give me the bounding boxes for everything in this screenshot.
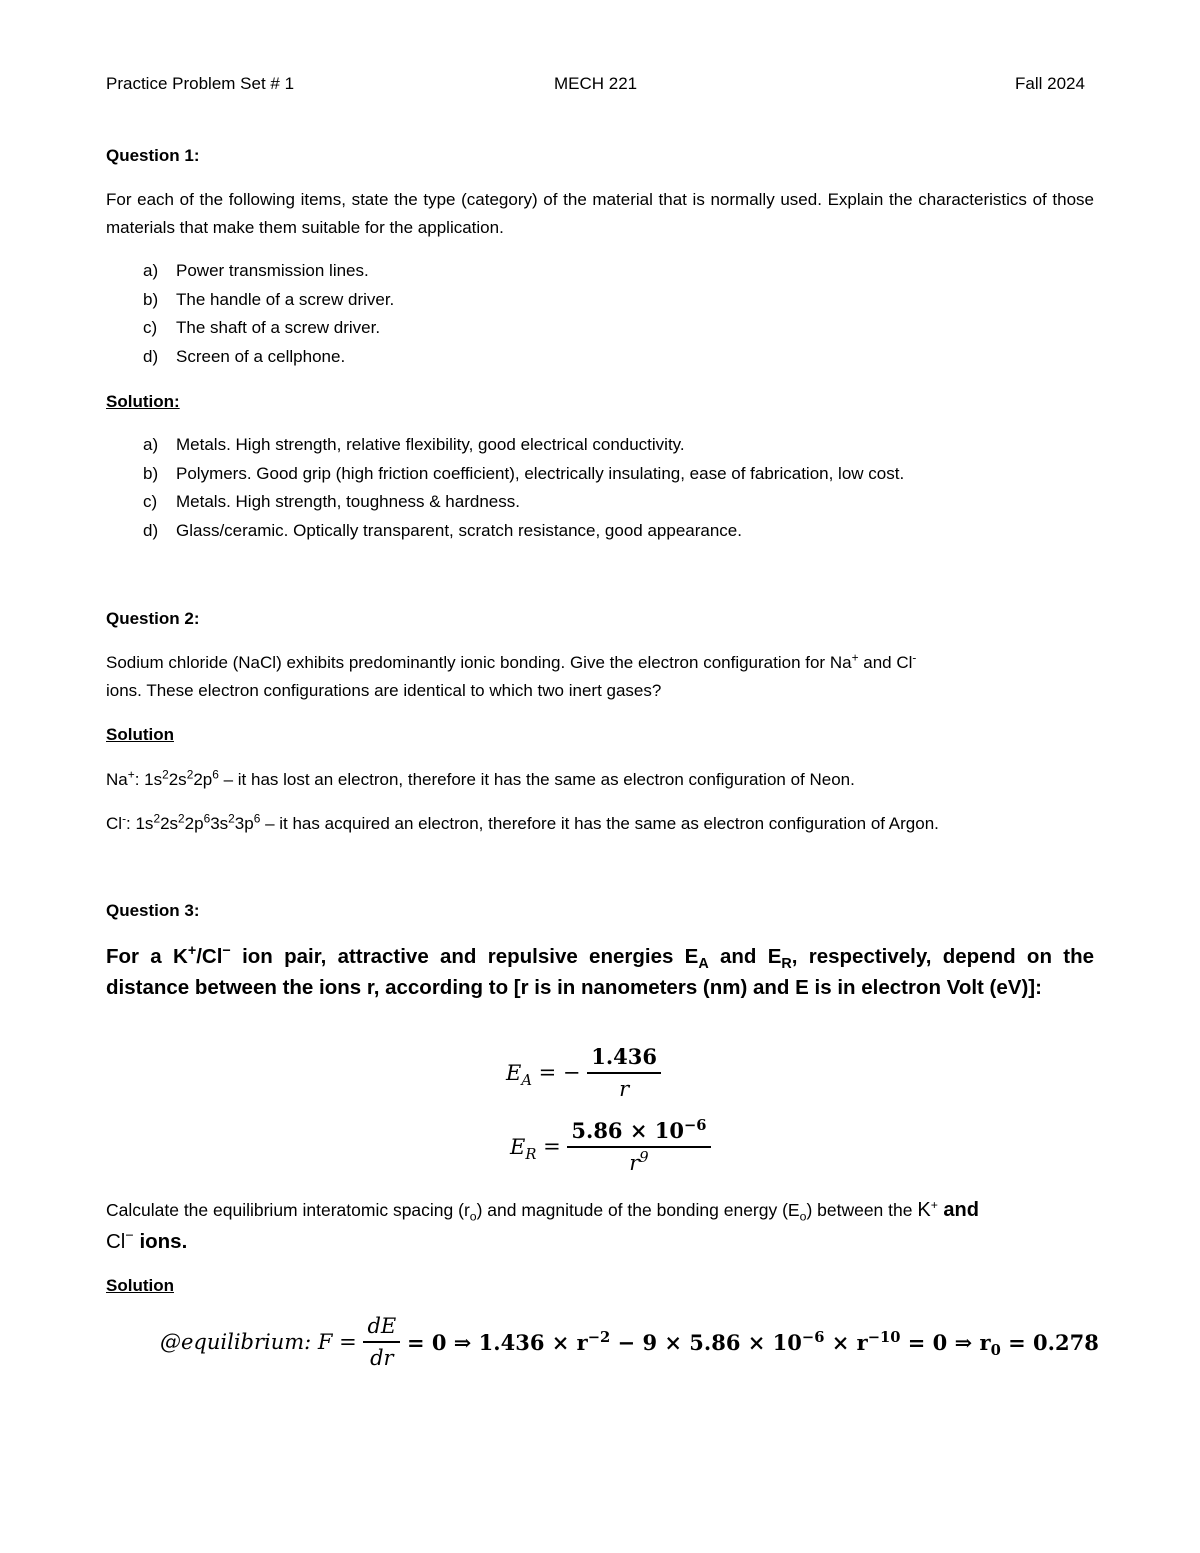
item-text: The handle of a screw driver. [176,289,395,309]
er-den-exponent: 9 [639,1149,649,1166]
sub-o-2: o [799,1209,807,1224]
calc-a: Calculate the equilibrium interatomic spacing (r [106,1200,470,1220]
q3-calc-line1: Calculate the equilibrium interatomic spacing $(r_o)$ and magnitude of the bonding energy $(E_o)$ between the K+ and [106,1198,979,1224]
er-denominator: r [629,1151,640,1175]
item-marker: b) [143,289,159,309]
q3-intro: For a K+/Cl− ion pair, attractive and repulsive energies $E_A$ and $E_R$, respectively, depend on the distance between the ions r, according to [r is in nanometers (nm) and E is in electron Volt (eV)]: [106,943,1094,999]
item-marker: d) [143,520,159,540]
q3-intro-d: and E [708,945,782,968]
er-exponent: −6 [683,1117,707,1134]
list-item [106,460,1106,489]
q1-solution-title: Solution: [106,392,180,411]
q2-text-line2: ions. These electron configurations are identical to which two inert gases? [106,681,662,700]
q3-title: Question 3: [106,901,200,920]
item-marker: d) [143,346,159,366]
q3-intro-b: /Cl [196,945,223,968]
item-text: Screen of a cellphone. [176,346,346,366]
q1-text: For each of the following items, state the type (category) of the material that is normally used. Explain the characteristics of those materials that make them suitable for the application. [106,190,1094,237]
na-charge: + [851,650,859,665]
q2-text [106,649,1106,677]
header-center: MECH 221 [554,74,638,93]
q3-intro-c: ion pair, attractive and repulsive energies E [230,945,699,968]
list-item [106,314,1094,343]
na-config-text: – it has lost an electron, therefore it has the same as electron configuration of Neon. [223,770,855,789]
na-symbol: Na [106,770,128,789]
q2-title: Question 2: [106,609,200,628]
list-item [106,431,1106,460]
item-marker: a) [143,261,159,280]
sub-o-1: o [469,1209,477,1224]
item-marker: c) [143,318,158,337]
na-charge-sup: + [127,767,135,782]
header-right: Fall 2024 [1015,74,1085,93]
item-text: The shaft of a screw driver. [176,318,381,337]
q2-text-a: Sodium chloride (NaCl) exhibits predominantly ionic bonding. Give the electron configuration for Na [106,653,852,672]
de-dr-fraction [363,1314,400,1370]
list-item [106,488,1106,517]
item-marker: c) [143,492,158,511]
q1-items [106,257,1094,371]
sub-a: A [698,956,709,973]
sol-numerator: dE [363,1314,400,1343]
sol-exp3: −10 [867,1328,901,1346]
calc-ions: ions. [133,1230,188,1253]
calc-and: and [937,1199,979,1221]
q3-intro-e: , respectively, depend on the distance between the ions r, according to [r is in nanometers (nm) and E is in electron Volt (eV)]: [106,945,1094,999]
sol-exp1: −2 [587,1328,611,1346]
sol-exp2: −6 [801,1328,825,1346]
q1-solutions [106,431,1106,545]
er-numerator: 5.86 × 10 [571,1118,684,1143]
q3-solution-title: Solution [106,1276,174,1295]
item-marker: b) [143,463,159,483]
sol-rest-c: × r [824,1329,868,1355]
sol-rest-b: − 9 × 5.86 × 10 [610,1329,802,1355]
er-fraction [567,1118,710,1175]
list-item [106,257,1094,286]
cl-config-line: Cl-: $1s^22s^22p^63s^23p^6$ – it has acquired an electron, therefore it has the same as electron configuration of Argon. [106,811,939,833]
sub-r: R [781,956,792,973]
sol-sub0: 0 [990,1341,1001,1359]
list-item [106,517,1106,546]
item-text: Metals. High strength, relative flexibility, good electrical conductivity. [176,435,685,454]
cl-charge: - [912,650,917,665]
item-text: Power transmission lines. [176,261,369,280]
list-item [106,343,1094,372]
cl-charge-sup: - [122,811,127,826]
q2-solution-title: Solution [106,725,174,744]
equilibrium-equation [160,1314,1099,1370]
sol-lhs: @equilibrium: F = [160,1330,357,1354]
sol-rest-a: = 0 ⇒ 1.436 × r [406,1329,588,1355]
item-text: Metals. High strength, toughness & hardness. [176,492,520,511]
item-marker: a) [143,435,159,454]
calc-k: K [917,1199,931,1221]
ea-fraction [587,1044,661,1101]
sol-rest-e: = 0.278 [1000,1329,1099,1355]
item-text: Glass/ceramic. Optically transparent, scratch resistance, good appearance. [176,520,742,540]
sol-rest-d: = 0 ⇒ r [900,1329,991,1355]
na-config-line: Na+: $1s^22s^22p^6$ – it has lost an electron, therefore it has the same as electron configuration of Neon. [106,767,855,789]
list-item [106,286,1094,315]
cl-symbol: Cl [106,814,123,833]
ea-numerator: 1.436 [587,1044,661,1074]
q3-intro-a: For a K [106,945,188,968]
calc-cl: Cl [106,1230,126,1253]
q3-calc-line2: Cl− ions. [106,1228,188,1253]
equation-er: $E_R$ = $\frac{5.86 \times 10^{-6}}{r^9}$ [510,1118,711,1175]
q2-text-b: and Cl [858,653,913,672]
calc-c: ) between the [806,1200,918,1220]
calc-b: ) and magnitude of the bonding energy (E [476,1200,800,1220]
ea-denominator: r [619,1077,630,1101]
equation-ea: $E_A$ = − $\frac{1.436}{r}$ [506,1044,661,1101]
sol-denominator: dr [370,1346,394,1370]
cl-config-text: – it has acquired an electron, therefore it has the same as electron configuration of Argon. [265,814,939,833]
item-text: Polymers. Good grip (high friction coefficient), electrically insulating, ease of fabrication, low cost. [176,463,905,483]
q1-title: Question 1: [106,146,200,165]
header-left: Practice Problem Set # 1 [106,74,295,93]
